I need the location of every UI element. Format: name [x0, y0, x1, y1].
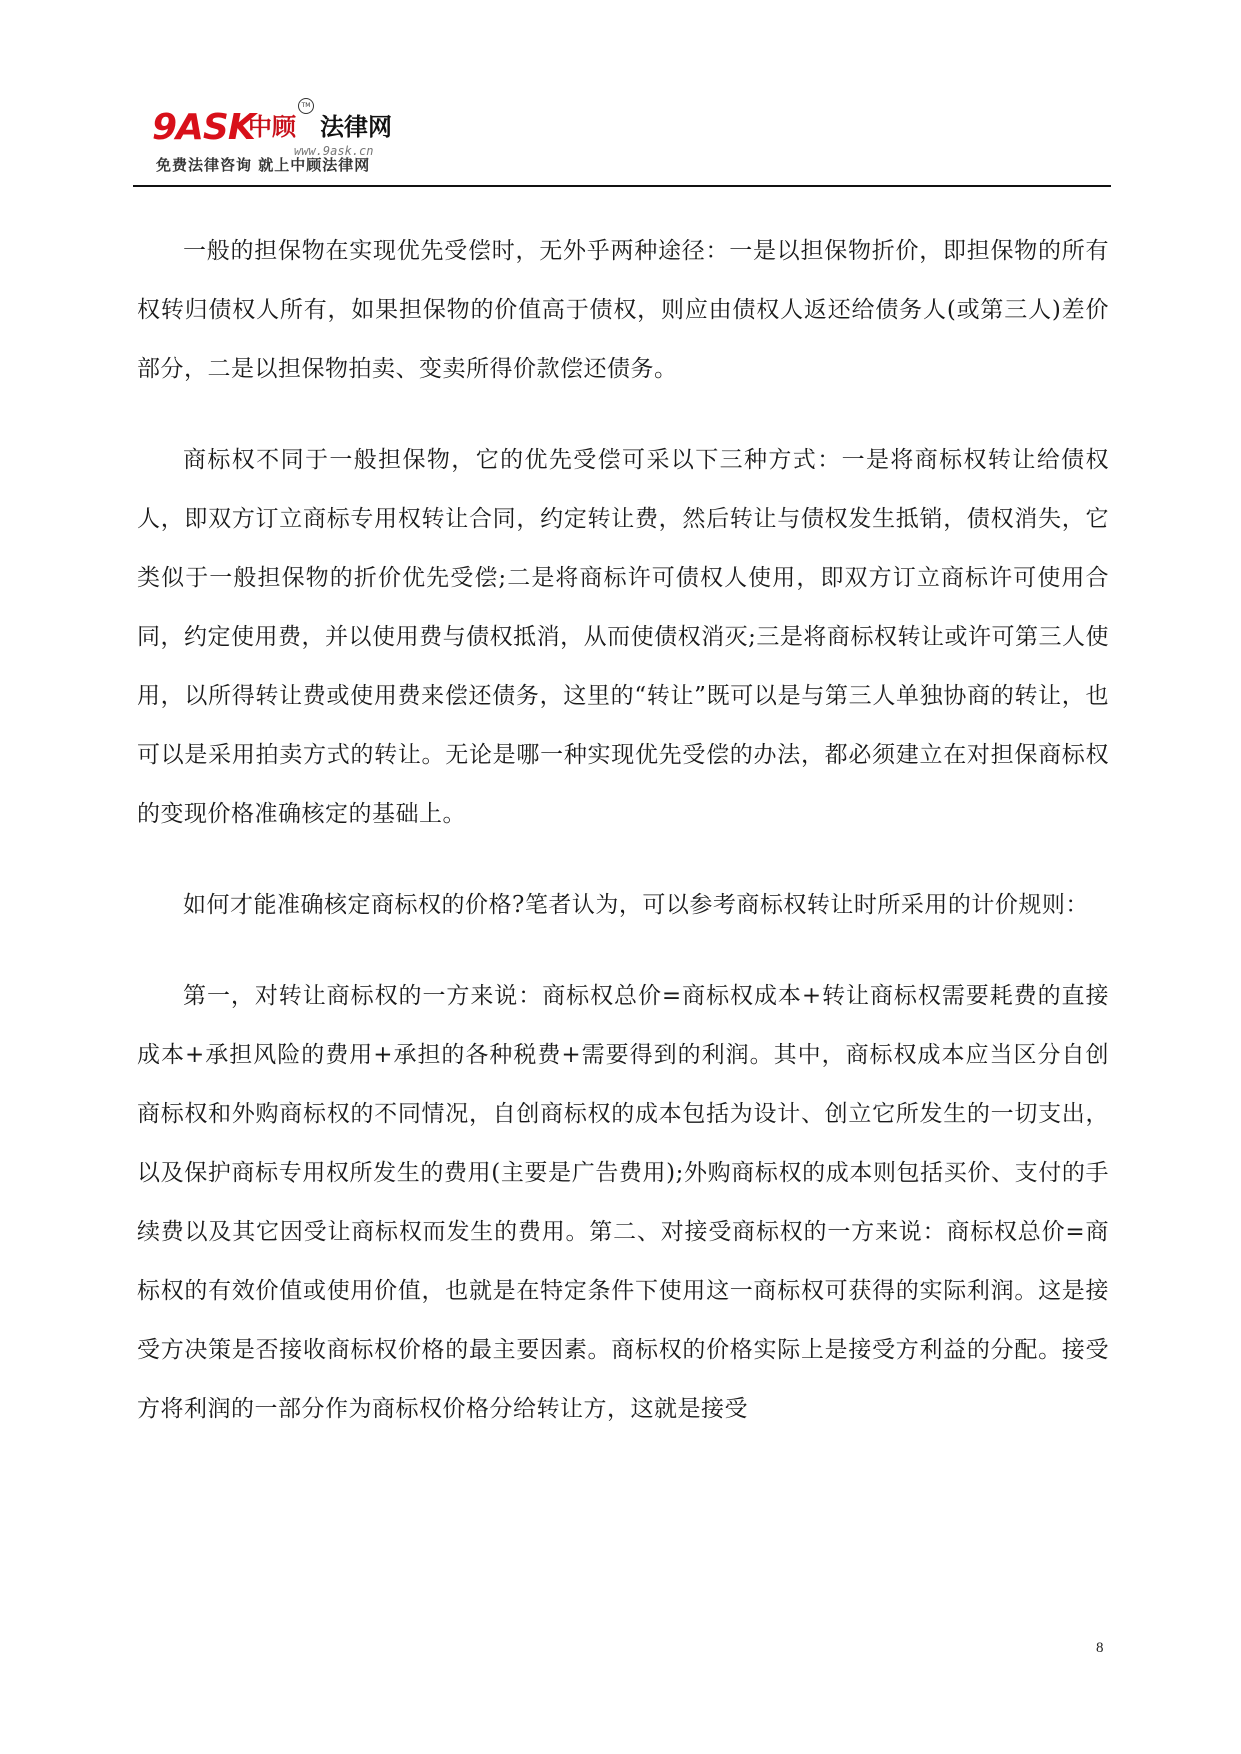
logo-name-part1: 中顾 [248, 113, 296, 141]
site-logo [152, 102, 412, 158]
header-divider [133, 185, 1111, 187]
document-header [140, 86, 1110, 186]
paragraph-4: 第一，对转让商标权的一方来说：商标权总价=商标权成本+转让商标权需要耗费的直接成本+承担风险的费用+承担的各种税费+需要得到的利润。其中，商标权成本应当区分自创商标权和外购商标权的不同情况，自创商标权的成本包括为设计、创立它所发生的一切支出，以及保护商标专用权所发生的费用(主要是广告费用);外购商标权的成本则包括买价、支付的手续费以及其它因受让商标权而发生的费用。第二、对接受商标权的一方来说：商标权总价=商标权的有效价值或使用价值，也就是在特定条件下使用这一商标权可获得的实际利润。这是接受方决策是否接收商标权价格的最主要因素。商标权的价格实际上是接受方利益的分配。接受方将利润的一部分作为商标权价格分给转让方，这就是接受 [137, 983, 1109, 1422]
logo-brand: 9ASK [152, 107, 255, 148]
document-body [137, 222, 1109, 1471]
page-number: 8 [1096, 1640, 1104, 1656]
paragraph-3: 如何才能准确核定商标权的价格?笔者认为，可以参考商标权转让时所采用的计价规则： [183, 892, 1089, 918]
trademark-icon: TM [298, 98, 314, 114]
paragraph-1: 一般的担保物在实现优先受偿时，无外乎两种途径：一是以担保物折价，即担保物的所有权转归债权人所有，如果担保物的价值高于债权，则应由债权人返还给债务人(或第三人)差价部分，二是以担保物拍卖、变卖所得价款偿还债务。 [137, 238, 1109, 382]
logo-tagline: 免费法律咨询 就上中顾法律网 [156, 156, 371, 174]
logo-url: www.9ask.cn [294, 144, 374, 158]
paragraph-2: 商标权不同于一般担保物，它的优先受偿可采以下三种方式：一是将商标权转让给债权人，即双方订立商标专用权转让合同，约定转让费，然后转让与债权发生抵销，债权消失，它类似于一般担保物的折价优先受偿;二是将商标许可债权人使用，即双方订立商标许可使用合同，约定使用费，并以使用费与债权抵消，从而使债权消灭;三是将商标权转让或许可第三人使用，以所得转让费或使用费来偿还债务，这里的“转让”既可以是与第三人单独协商的转让，也可以是采用拍卖方式的转让。无论是哪一种实现优先受偿的办法，都必须建立在对担保商标权的变现价格准确核定的基础上。 [137, 447, 1109, 827]
logo-name-part2: 法律网 [320, 113, 392, 141]
